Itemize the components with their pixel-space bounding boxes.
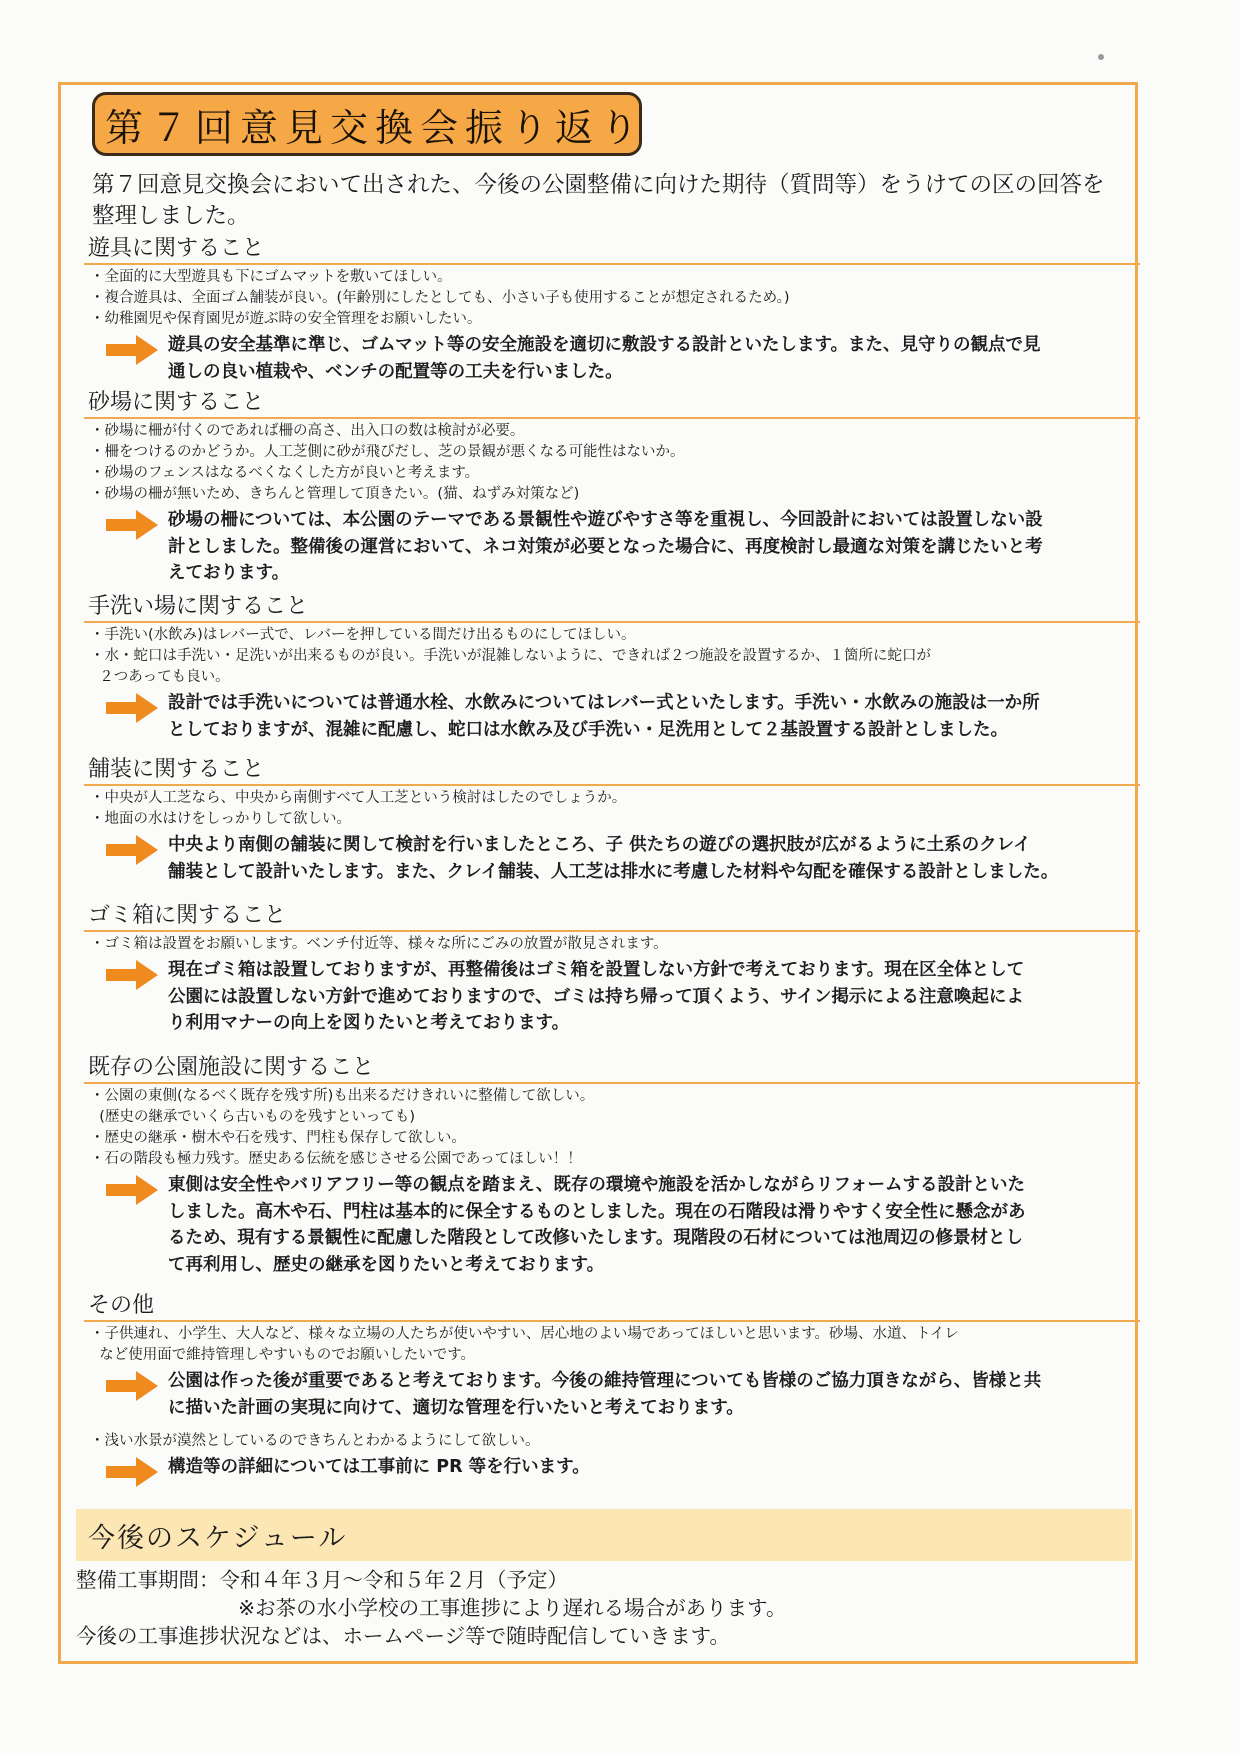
answer-text: 中央より南側の舗装に関して検討を行いましたところ、子 供たちの遊びの選択肢が広がるように土系のクレイ 舗装として設計いたします。また、クレイ舗装、人工芝は排水に考慮した材料や勾配を確保する設計としました。 — [168, 835, 1059, 882]
answer-block — [84, 690, 1140, 743]
question-item: ・浅い水景が漠然としているのできちんとわかるようにして欲しい。 — [90, 1433, 540, 1449]
intro-text: 第７回意見交換会において出された、今後の公園整備に向けた期待（質問等）をうけての区の回答を 整理しました。 — [92, 172, 1105, 229]
arrow-right-icon — [106, 510, 158, 540]
answer-text: 設計では手洗いについては普通水栓、水飲みについてはレバー式といたします。手洗い・水飲みの施設は一か所 としておりますが、混雑に配慮し、蛇口は水飲み及び手洗い・足洗用として２基設置する設計としました。 — [168, 693, 1040, 740]
question-item: ・歴史の継承・樹木や石を残す、門柱も保存して欲しい。 — [90, 1130, 466, 1146]
schedule-period: 整備工事期間：令和４年３月～令和５年２月（予定） — [76, 1568, 568, 1592]
section-heading: 手洗い場に関すること — [84, 594, 1140, 623]
schedule-body — [76, 1566, 1132, 1650]
section-trash — [84, 903, 1140, 1037]
answer-text: 現在ゴミ箱は設置しておりますが、再整備後はゴミ箱を設置しない方針で考えております。現在区全体として 公園には設置しない方針で進めておりますので、ゴミは持ち帰って頂くよう、サイン掲示による注意喚起によ り利用マナーの向上を図りたいと考えております。 — [168, 960, 1025, 1033]
answer-text: 東側は安全性やバリアフリー等の観点を踏まえ、既存の環境や施設を活かしながらリフォームする設計といた しました。高木や石、門柱は基本的に保全するものとしました。現在の石階段は滑りやすく安全性に懸念があ るため、現有する景観性に配慮した階段として改修いたします。現階段の石材については池周辺の修景材とし て再利用し、歴史の継承を図りたいと考えております。 — [168, 1175, 1026, 1275]
section-paving — [84, 757, 1140, 885]
section-other — [84, 1293, 1140, 1487]
section-heading: ゴミ箱に関すること — [84, 903, 1140, 932]
question-item: ・手洗い(水飲み)はレバー式で、レバーを押している間だけ出るものにしてほしい。 — [90, 627, 636, 643]
question-item: ・石の階段も極力残す。歴史ある伝統を感じさせる公園であってほしい！！ — [90, 1151, 582, 1167]
section-heading: その他 — [84, 1293, 1140, 1322]
arrow-right-icon — [106, 335, 158, 365]
question-item: ・水・蛇口は手洗い・足洗いが出来るものが良い。手洗いが混雑しないように、できれば２つ施設を設置するか、１箇所に蛇口が ２つあっても良い。 — [90, 648, 931, 685]
answer-block — [84, 832, 1140, 885]
section-sandbox — [84, 390, 1140, 587]
question-item: ・子供連れ、小学生、大人など、様々な立場の人たちが使いやすい、居心地のよい場であってほしいと思います。砂場、水道、トイレ など使用面で維持管理しやすいものでお願いしたいです。 — [90, 1326, 959, 1363]
arrow-right-icon — [106, 960, 158, 990]
answer-block — [84, 507, 1140, 587]
answer-text: 公園は作った後が重要であると考えております。今後の維持管理についても皆様のご協力頂きながら、皆様と共 に描いた計画の実現に向けて、適切な管理を行いたいと考えております。 — [168, 1371, 1042, 1418]
section-heading: 遊具に関すること — [84, 236, 1140, 265]
answer-text: 構造等の詳細については工事前に PR 等を行います。 — [168, 1457, 590, 1477]
question-item: ・中央が人工芝なら、中央から南側すべて人工芝という検討はしたのでしょうか。 — [90, 790, 627, 806]
question-item: ・砂場に柵が付くのであれば柵の高さ、出入口の数は検討が必要。 — [90, 423, 525, 439]
answer-text: 砂場の柵については、本公園のテーマである景観性や遊びやすさ等を重視し、今回設計においては設置しない設 計としました。整備後の運営において、ネコ対策が必要となった場合に、再度検討し最適な対策を講じたいと考 えております。 — [168, 510, 1043, 583]
question-item: ・砂場のフェンスはなるべくなくした方が良いと考えます。 — [90, 465, 480, 481]
answer-block — [84, 957, 1140, 1037]
page-title: 第７回意見交換会振り返り — [92, 92, 642, 156]
arrow-right-icon — [106, 1175, 158, 1205]
question-item: ・複合遊具は、全面ゴム舗装が良い。(年齢別にしたとしても、小さい子も使用することが想定されるため。) — [90, 290, 790, 306]
section-heading: 既存の公園施設に関すること — [84, 1055, 1140, 1084]
schedule-footer: 今後の工事進捗状況などは、ホームページ等で随時配信していきます。 — [76, 1624, 730, 1648]
schedule-heading: 今後のスケジュール — [76, 1509, 1132, 1561]
section-heading: 砂場に関すること — [84, 390, 1140, 419]
arrow-right-icon — [106, 1457, 158, 1487]
answer-block — [84, 1368, 1140, 1421]
section-existing-facilities — [84, 1055, 1140, 1278]
question-item: ・地面の水はけをしっかりして欲しい。 — [90, 811, 351, 827]
answer-block — [84, 332, 1140, 385]
answer-block — [84, 1454, 1140, 1487]
answer-block — [84, 1172, 1140, 1278]
arrow-right-icon — [106, 1371, 158, 1401]
question-item: ・公園の東側(なるべく既存を残す所)も出来るだけきれいに整備して欲しい。 (歴史の継承でいくら古いものを残すといっても) — [90, 1088, 595, 1125]
section-heading: 舗装に関すること — [84, 757, 1140, 786]
arrow-right-icon — [106, 835, 158, 865]
schedule-note: ※お茶の水小学校の工事進捗により遅れる場合があります。 — [238, 1596, 787, 1620]
question-item: ・柵をつけるのかどうか。人工芝側に砂が飛びだし、芝の景観が悪くなる可能性はないか。 — [90, 444, 685, 460]
question-item: ・全面的に大型遊具も下にゴムマットを敷いてほしい。 — [90, 269, 452, 285]
answer-text: 遊具の安全基準に準じ、ゴムマット等の安全施設を適切に敷設する設計といたします。また、見守りの観点で見 通しの良い植栽や、ベンチの配置等の工夫を行いました。 — [168, 335, 1041, 382]
section-handwash — [84, 594, 1140, 743]
question-item: ・幼稚園児や保育園児が遊ぶ時の安全管理をお願いしたい。 — [90, 311, 482, 327]
arrow-right-icon — [106, 693, 158, 723]
scan-speck — [1098, 54, 1104, 60]
question-item: ・ゴミ箱は設置をお願いします。ベンチ付近等、様々な所にごみの放置が散見されます。 — [90, 936, 668, 952]
question-item: ・砂場の柵が無いため、きちんと管理して頂きたい。(猫、ねずみ対策など) — [90, 486, 580, 502]
section-playground — [84, 236, 1140, 385]
